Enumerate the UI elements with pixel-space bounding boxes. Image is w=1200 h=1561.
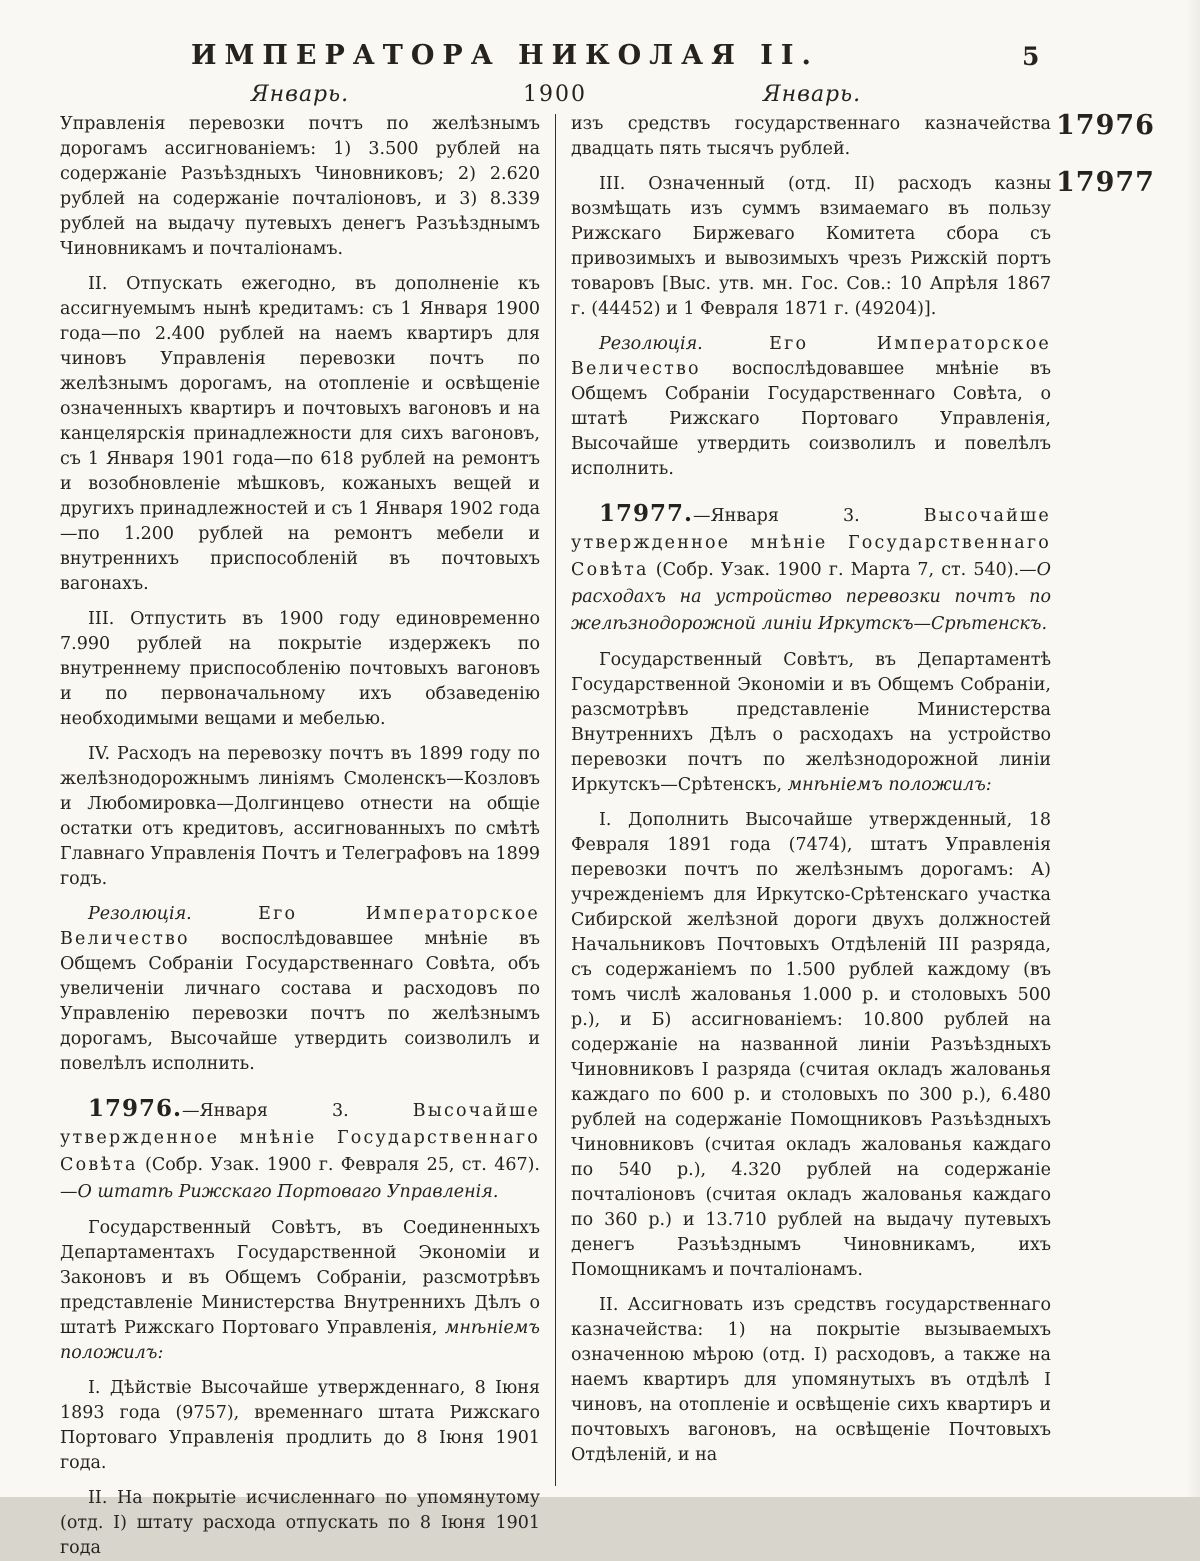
entry-heading-17977 xyxy=(571,500,1051,638)
margin-number-17977: 17977 xyxy=(1056,167,1155,198)
paragraph-council xyxy=(571,648,1051,798)
paragraph-item-iv: IV. Расходъ на перевозку почтъ въ 1899 году по желѣзнодорожнымъ линіямъ Смоленскъ—Козловъ и Любомировка—Долгинцево отнести на общіе остатки отъ кредитовъ, ассигнованныхъ по смѣтѣ Главнаго Управленія Почтъ и Телеграфовъ на 1899 годъ. xyxy=(60,744,540,889)
resolution-majesty: Его Императорское Величество xyxy=(571,334,1051,379)
entry-kind: Высочайше утвержденное мнѣніе Государственнаго Совѣта xyxy=(60,1101,540,1175)
council-opinion: мнѣніемъ положилъ: xyxy=(60,1318,540,1363)
paragraph-item-i: I. Дѣйствіе Высочайше утвержденнаго, 8 Іюня 1893 года (9757), временнаго штата Рижскаго Портоваго Управленія продлить до 8 Іюня 1901 года. xyxy=(60,1378,540,1473)
council-text: Государственный Совѣтъ, въ Департаментѣ Государственной Экономіи и въ Общемъ Собраніи, разсмотрѣвъ представленіе Министерства Внутреннихъ Дѣлъ о расходахъ на устройство перевозки почтъ по желѣзнодорожной линіи Иркутскъ—Срѣтенскъ, xyxy=(571,650,1051,795)
resolution-paragraph xyxy=(60,902,540,1077)
entry-title: О штатѣ Рижскаго Портоваго Управленія. xyxy=(77,1182,499,1202)
entry-heading-17976 xyxy=(60,1095,540,1206)
council-text: Государственный Совѣтъ, въ Соединенныхъ Департаментахъ Государственной Экономіи и Законовъ и въ Общемъ Собраніи, разсмотрѣвъ представленіе Министерства Внутреннихъ Дѣлъ о штатѣ Рижскаго Портоваго Управленія, xyxy=(60,1218,540,1338)
left-column xyxy=(60,112,540,1558)
entry-date: —Января 3. xyxy=(693,506,860,526)
paragraph-item-iii: III. Отпустить въ 1900 году единовременно 7.990 рублей на покрытіе издержекъ по внутреннему приспособленію почтовыхъ вагоновъ и по первоначальному ихъ обзаведенію необходимыми вещами и мебелью. xyxy=(60,609,540,729)
paragraph-item-iii: III. Означенный (отд. II) расходъ казны возмѣщать изъ суммъ взимаемаго въ пользу Рижскаго Биржеваго Комитета сбора съ привозимыхъ и вывозимыхъ чрезъ Рижскій портъ товаровъ [Выс. утв. мн. Гос. Сов.: 10 Апрѣля 1867 г. (44452) и 1 Февраля 1871 г. (49204)]. xyxy=(571,174,1051,319)
column-divider xyxy=(555,114,556,1486)
entry-title: О расходахъ на устройство перевозки почтъ по желѣзнодорожной линіи Иркутскъ—Срѣтенскъ. xyxy=(571,560,1051,634)
resolution-text: воспослѣдовавшее мнѣніе въ Общемъ Собраніи Государственнаго Совѣта, объ увеличеніи личнаго состава и расходовъ по Управленію перевозки почтъ по желѣзнымъ дорогамъ, Высочайше утвердить соизволилъ и повелѣлъ исполнить. xyxy=(60,929,540,1074)
running-head-year: 1900 xyxy=(523,82,587,107)
paragraph-council xyxy=(60,1216,540,1366)
page-number: 5 xyxy=(1022,42,1040,71)
resolution-text: воспослѣдовавшее мнѣніе въ Общемъ Собраніи Государственнаго Совѣта, о штатѣ Рижскаго Портоваго Управленія, Высочайше утвердить соизволилъ и повелѣлъ исполнить. xyxy=(571,359,1051,479)
council-opinion: мнѣніемъ положилъ: xyxy=(787,775,992,795)
paragraph-continuation: Управленія перевозки почтъ по желѣзнымъ дорогамъ ассигнованіемъ: 1) 3.500 рублей на содержаніе Разъѣздныхъ Чиновниковъ; 2) 2.620 рублей на содержаніе почталіоновъ, и 3) 8.339 рублей на выдачу путевыхъ денегъ Разъѣзднымъ Чиновникамъ и почталіонамъ. xyxy=(60,114,540,259)
running-head-month-right: Январь. xyxy=(762,82,862,107)
paragraph-item-i: I. Дополнить Высочайше утвержденный, 18 Февраля 1891 года (7474), штатъ Управленія перевозки почтъ по желѣзнымъ дорогамъ: А) учрежденіемъ для Иркутско-Срѣтенскаго участка Сибирской желѣзной дороги двухъ должностей Начальниковъ Почтовыхъ Отдѣленій III разряда, съ содержаніемъ по 1.500 рублей каждому (въ томъ числѣ жалованья 1.000 р. и столовыхъ 500 р.), и Б) ассигнованіемъ: 10.800 рублей на содержаніе на названной линіи Разъѣздныхъ Чиновниковъ I разряда (считая окладъ жалованья каждаго по 600 р. и столовыхъ по 300 р.), 6.480 рублей на содержаніе Помощниковъ Разъѣздныхъ Чиновниковъ (считая окладъ жалованья каждаго по 540 р.), 4.320 рублей на содержаніе почталіоновъ (считая окладъ жалованья каждаго по 360 р.) и 13.710 рублей на выдачу путевыхъ денегъ Разъѣзднымъ Чиновникамъ, ихъ Помощникамъ и почталіонамъ. xyxy=(571,810,1051,1280)
page-body xyxy=(60,112,1052,1558)
entry-date: —Января 3. xyxy=(182,1101,349,1121)
paragraph-item-ii: II. Отпускать ежегодно, въ дополненіе къ ассигнуемымъ нынѣ кредитамъ: съ 1 Января 1900 года—по 2.400 рублей на наемъ квартиръ для чиновъ Управленія перевозки почтъ по желѣзнымъ дорогамъ, на отопленіе и освѣщеніе означенныхъ квартиръ и почтовыхъ вагоновъ и на канцелярскія принадлежности для сихъ вагоновъ, съ 1 Января 1901 года—по 618 рублей на ремонтъ и возобновленіе мѣшковъ, кожаныхъ вещей и другихъ принадлежностей и съ 1 Января 1902 года—по 1.200 рублей на ремонтъ мебели и внутреннихъ приспособленій въ почтовыхъ вагонахъ. xyxy=(60,274,540,594)
entry-reference: (Собр. Узак. 1900 г. Февраля 25, ст. 467).— xyxy=(60,1155,540,1202)
running-head-month-left: Январь. xyxy=(250,82,350,107)
entry-reference: (Собр. Узак. 1900 г. Марта 7, ст. 540).— xyxy=(655,560,1037,580)
paragraph-item-ii-2: II. На покрытіе исчисленнаго по упомянутому (отд. I) штату расхода отпускать по 8 Іюня 1901 года xyxy=(60,1488,540,1558)
right-column xyxy=(571,112,1051,1497)
resolution-paragraph xyxy=(571,332,1051,482)
resolution-majesty: Его Императорское Величество xyxy=(60,904,540,949)
resolution-label: Резолюція. xyxy=(599,334,703,354)
entry-number: 17977. xyxy=(599,500,694,527)
resolution-label: Резолюція. xyxy=(88,904,192,924)
page-title: ИМПЕРАТОРА НИКОЛАЯ II. xyxy=(191,40,819,71)
paragraph-item-ii: II. Ассигновать изъ средствъ государственнаго казначейства: 1) на покрытіе вызываемыхъ означенною мѣрою (отд. I) расходовъ, а также на наемъ квартиръ для упомянутыхъ въ отдѣлѣ I чиновъ, на отопленіе и освѣщеніе сихъ квартиръ и почтовыхъ вагоновъ, на освѣщеніе Почтовыхъ Отдѣленій, и на xyxy=(571,1295,1051,1465)
margin-number-17976: 17976 xyxy=(1056,110,1155,141)
entry-kind: Высочайше утвержденное мнѣніе Государственнаго Совѣта xyxy=(571,506,1051,580)
entry-number: 17976. xyxy=(88,1095,183,1122)
paragraph-continuation: изъ средствъ государственнаго казначейства двадцать пять тысячъ рублей. xyxy=(571,114,1051,159)
margin-numbers xyxy=(1056,110,1155,224)
